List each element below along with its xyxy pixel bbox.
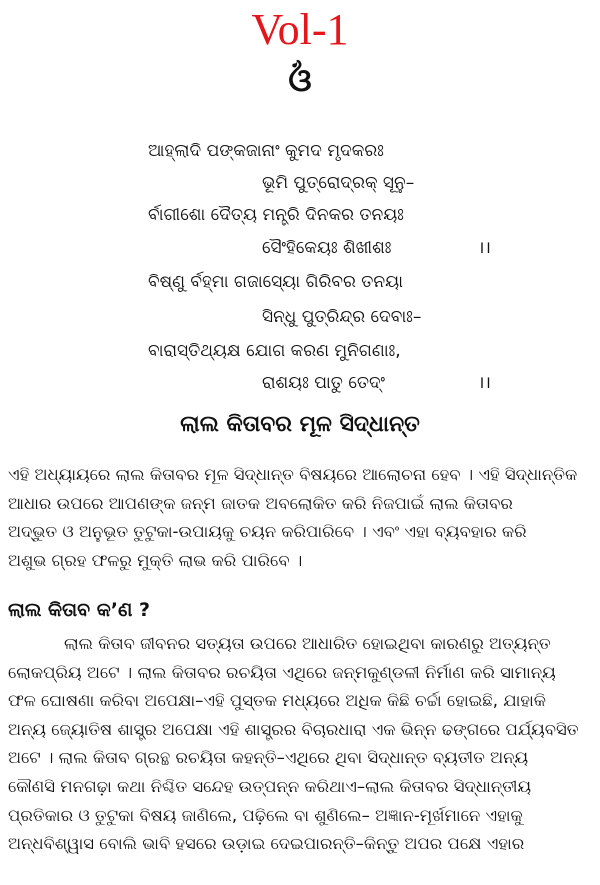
shloka-line-text: ଭୂମି ପୁତ୍ରୋଦ୍ରକ୍ ସୂନୁ– <box>262 173 415 193</box>
paragraph-line: ପ୍ରତିକାର ଓ ତୁଟୁକା ବିଷୟ ଜାଣିଲେ, ପଢ଼ିଲେ ବା ଶୁଣିଲେ– ଅଜ୍ଞାନ-ମୂର୍ଖମାନେ ଏହାକୁ <box>8 805 523 825</box>
paragraph-line: କୌଣସି ମନଗଢ଼ା କଥା ନିଶ୍ଚିତ ସନ୍ଦେହ ଉତ୍ପନ୍ନ କରିଥାଏ–ଲାଲ କିତାବର ସିଦ୍ଧାନ୍ତୀୟ <box>8 776 532 796</box>
paragraph-line: ଲୋକପ୍ରିୟ ଅଟେ । ଲାଲ କିତାବର ରଚୟିତା ଏଥିରେ ଜନ୍ମକୁଣ୍ଡଳୀ ନିର୍ମାଣ କରି ସାମାନ୍ୟ <box>8 662 556 682</box>
paragraph-line: ଅଦ୍ଭୁତ ଓ ଅନୁଭୂତ ତୁଟୁକା-ଉପାୟକୁ ଚୟନ କରିପାରିବେ । ଏବଂ ଏହା ବ୍ୟବହାର କରି <box>8 522 527 542</box>
paragraph-line: ଅଶୁଭ ଗ୍ରହ ଫଳରୁ ମୁକ୍ତି ଲାଭ କରି ପାରିବେ । <box>8 550 303 570</box>
paragraph-line: ଫଳ ଘୋଷଣା କରିବା ଅପେକ୍ଷା–ଏହି ପୁସ୍ତକ ମଧ୍ୟରେ ଅଧିକ କିଛି ଚର୍ଚ୍ଚା ହୋଇଛି, ଯାହାକି <box>8 691 546 711</box>
shloka-line-text: ବିଷ୍ଣୁ ର୍ବହ୍ମା ଗଜାସ୍ୟୋ ଗିରିବର ତନୟା <box>148 272 404 292</box>
body-paragraph <box>8 630 592 859</box>
verse-end-mark: ।। <box>478 373 491 393</box>
paragraph-line: ଅନ୍ଧବିଶ୍ୱାସ ବୋଲି ଭାବି ହସରେ ଉଡ଼ାଇ ଦେଇପାରନ୍ତି–କିନ୍ତୁ ଅପର ପକ୍ଷେ ଏହାର <box>8 834 525 854</box>
paragraph-line: ଅଟେ । ଲାଲ କିତାବ ଗ୍ରନ୍ଥ ରଚୟିତା କହନ୍ତି–ଏଥିରେ ଥିବା ସିଦ୍ଧାନ୍ତ ବ୍ୟତୀତ ଅନ୍ୟ <box>8 748 529 768</box>
subheading: ଲାଲ କିତାବ କ’ଣ ? <box>8 599 150 621</box>
shloka-line-text: ବାରାସ୍ତିଥ୍ୟକ୍ଷ ଯୋଗ କରଣ ମୁନିଗଣାଃ, <box>148 341 401 361</box>
om-symbol: ଓଁ <box>288 60 312 100</box>
paragraph-line: ଅନ୍ୟ ଜ୍ୟୋତିଷ ଶାସ୍ତ୍ର ଅପେକ୍ଷା ଏହି ଶାସ୍ତ୍ରର ବିଚାରଧାରା ଏକ ଭିନ୍ନ ଢଙ୍ଗରେ ପର୍ଯ୍ୟବସିତ <box>8 719 579 739</box>
shloka-line-text: ଆହ୍ଲାଦି ପଙ୍କଜାନାଂ କୁମଦ ମୃଦକରଃ <box>148 141 384 161</box>
shloka-line-text: ରାଶୟଃ ପାତୁ ତେଦ୍‌ଂ <box>262 373 386 393</box>
shloka-line-text: ସୈଂହିକେୟଃ ଶିଖୀଶଃ <box>262 238 392 258</box>
shloka-line-text: ର୍ବାଗୀଶୋ ଦୈତ୍ୟ ମନ୍ତ୍ରି ଦିନକର ତନୟଃ <box>148 205 404 225</box>
volume-label: Vol-1 <box>251 5 349 54</box>
paragraph-line: ଆଧାର ଉପରେ ଆପଣଙ୍କ ଜନ୍ମ ଜାତକ ଅବଲୋକିତ କରି ନିଜପାଇଁ ଲାଲ କିତାବର <box>8 493 513 513</box>
shloka-line-text: ସିନ୍ଧୁ ପୁତ୍ରିନ୍ଦ୍ର ଦେବାଃ– <box>262 307 422 327</box>
section-heading: ଲାଲ କିତାବର ମୂଳ ସିଦ୍ଧାନ୍ତ <box>180 412 420 437</box>
paragraph-line: ଲାଲ କିତାବ ଜୀବନର ସତ୍ୟତା ଉପରେ ଆଧାରିତ ହୋଇଥିବା କାରଣରୁ ଅତ୍ୟନ୍ତ <box>64 634 551 653</box>
intro-paragraph <box>8 461 592 575</box>
paragraph-line: ଏହି ଅଧ୍ୟାୟରେ ଲାଲ କିତାବର ମୂଳ ସିଦ୍ଧାନ୍ତ ବିଷୟରେ ଆଲୋଚନା ହେବ । ଏହି ସିଦ୍ଧାନ୍ତିକ <box>8 465 578 484</box>
verse-end-mark: ।। <box>478 238 491 258</box>
